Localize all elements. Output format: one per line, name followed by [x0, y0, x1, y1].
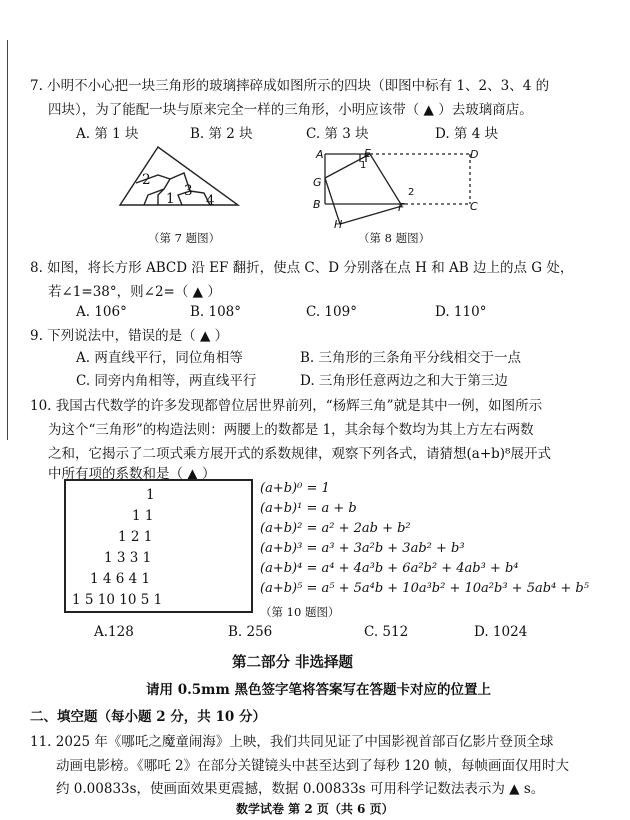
- q8-label-g: G: [313, 176, 322, 189]
- pascal-row-5: 1 4 6 4 1: [90, 571, 151, 587]
- equation-power-3: (a+b)³ = a³ + 3a²b + 3ab² + b³: [260, 541, 465, 556]
- equation-power-5: (a+b)⁵ = a⁵ + 5a⁴b + 10a³b² + 10a²b³ + 5ab⁴ + b⁵: [260, 581, 589, 596]
- q7-option-d: D. 第 4 块: [435, 126, 499, 142]
- q10-stem-line3: 之和，它揭示了二项式乘方展开式的系数规律，观察下列各式，请猜想(a+b)⁸展开式: [48, 446, 551, 462]
- q7-option-c: C. 第 3 块: [306, 126, 369, 142]
- q11-line2: 动画电影榜。《哪吒 2》在部分关键镜头中甚至达到了每秒 120 帧，每帧画面仅用时大: [56, 758, 569, 774]
- q7-piece-4-label: 4: [206, 193, 215, 209]
- q10-option-b: B. 256: [228, 624, 273, 640]
- pascal-triangle-box: [64, 479, 253, 613]
- pascal-row-1: 1: [146, 487, 155, 503]
- q8-caption: （第 8 题图）: [358, 231, 431, 245]
- q8-option-b: B. 108°: [190, 304, 242, 320]
- q8-stem-line1: 8. 如图，将长方形 ABCD 沿 EF 翻折，使点 C、D 分别落在点 H 和 AB 边上的点 G 处，: [30, 260, 574, 276]
- q8-label-h: H: [334, 218, 343, 231]
- pascal-row-6: 1 5 10 10 5 1: [72, 592, 163, 608]
- part2-instruction: 请用 0.5mm 黑色签字笔将答案写在答题卡对应的位置上: [146, 682, 491, 698]
- section2-heading: 二、填空题（每小题 2 分，共 10 分）: [30, 709, 266, 725]
- q10-option-c: C. 512: [364, 624, 409, 640]
- equation-power-4: (a+b)⁴ = a⁴ + 4a³b + 6a²b² + 4ab³ + b⁴: [260, 561, 519, 576]
- q10-stem-line2: 为这个“三角形”的构造法则：两腰上的数都是 1，其余每个数均为其上方左右两数: [48, 422, 534, 438]
- q10-option-d: D. 1024: [474, 624, 528, 640]
- page-footer: 数学试卷 第 2 页（共 6 页）: [236, 802, 394, 816]
- q10-stem-line1: 10. 我国古代数学的许多发现都曾位居世界前列，“杨辉三角”就是其中一例，如图所示: [30, 398, 543, 414]
- equation-power-0: (a+b)⁰ = 1: [260, 481, 330, 496]
- q7-piece-2-label: 2: [142, 172, 151, 188]
- q9-stem: 9. 下列说法中，错误的是（ ▲ ）: [30, 328, 229, 344]
- q10-option-a: A.128: [94, 624, 134, 640]
- q7-option-a: A. 第 1 块: [76, 126, 139, 142]
- equation-power-2: (a+b)² = a² + 2ab + b²: [260, 521, 411, 536]
- q7-piece-1-label: 1: [166, 191, 175, 207]
- q8-label-f: F: [398, 201, 405, 214]
- q8-option-c: C. 109°: [306, 304, 357, 320]
- q8-stem-line2: 若∠1=38°，则∠2=（ ▲ ）: [48, 284, 221, 300]
- q7-stem-line2: 四块），为了能配一块与原来完全一样的三角形，小明应该带（ ▲ ）去玻璃商店。: [48, 102, 533, 118]
- q9-option-a: A. 两直线平行，同位角相等: [76, 350, 243, 366]
- pascal-row-4: 1 3 3 1: [104, 550, 152, 566]
- equation-power-1: (a+b)¹ = a + b: [260, 501, 357, 516]
- q8-label-e: E: [364, 147, 371, 160]
- q7-stem-line1: 7. 小明不小心把一块三角形的玻璃摔碎成如图所示的四块（即图中标有 1、2、3、4 的: [30, 78, 550, 94]
- q7-piece-3-label: 3: [184, 183, 193, 199]
- q11-line1: 11. 2025 年《哪吒之魔童闹海》上映，我们共同见证了中国影视首部百亿影片登顶全球: [30, 734, 554, 750]
- pascal-row-3: 1 2 1: [118, 529, 153, 545]
- q10-stem-line4: 中所有项的系数和是（ ▲ ）: [48, 466, 216, 482]
- q7-caption: （第 7 题图）: [148, 231, 221, 245]
- q10-caption: （第 10 题图）: [260, 605, 340, 619]
- pascal-row-2: 1 1: [132, 508, 154, 524]
- q8-label-a: A: [316, 148, 324, 161]
- part2-title: 第二部分 非选择题: [232, 654, 354, 671]
- q8-angle-2-label: 2: [408, 187, 415, 198]
- margin-line: [7, 40, 8, 440]
- q9-option-d: D. 三角形任意两边之和大于第三边: [300, 373, 508, 389]
- q7-broken-triangle-figure: [118, 145, 248, 215]
- q8-label-d: D: [470, 148, 479, 161]
- q9-option-c: C. 同旁内角相等，两直线平行: [76, 373, 257, 389]
- q8-angle-1-label: 1: [360, 160, 367, 171]
- q7-option-b: B. 第 2 块: [190, 126, 253, 142]
- q11-line3: 约 0.00833s，使画面效果更震撼，数据 0.00833s 可用科学记数法表示为 ▲ s。: [56, 781, 545, 797]
- q8-label-b: B: [313, 198, 321, 211]
- q8-option-d: D. 110°: [435, 304, 487, 320]
- q8-option-a: A. 106°: [76, 304, 127, 320]
- q9-option-b: B. 三角形的三条角平分线相交于一点: [300, 350, 522, 366]
- q8-label-c: C: [470, 200, 478, 213]
